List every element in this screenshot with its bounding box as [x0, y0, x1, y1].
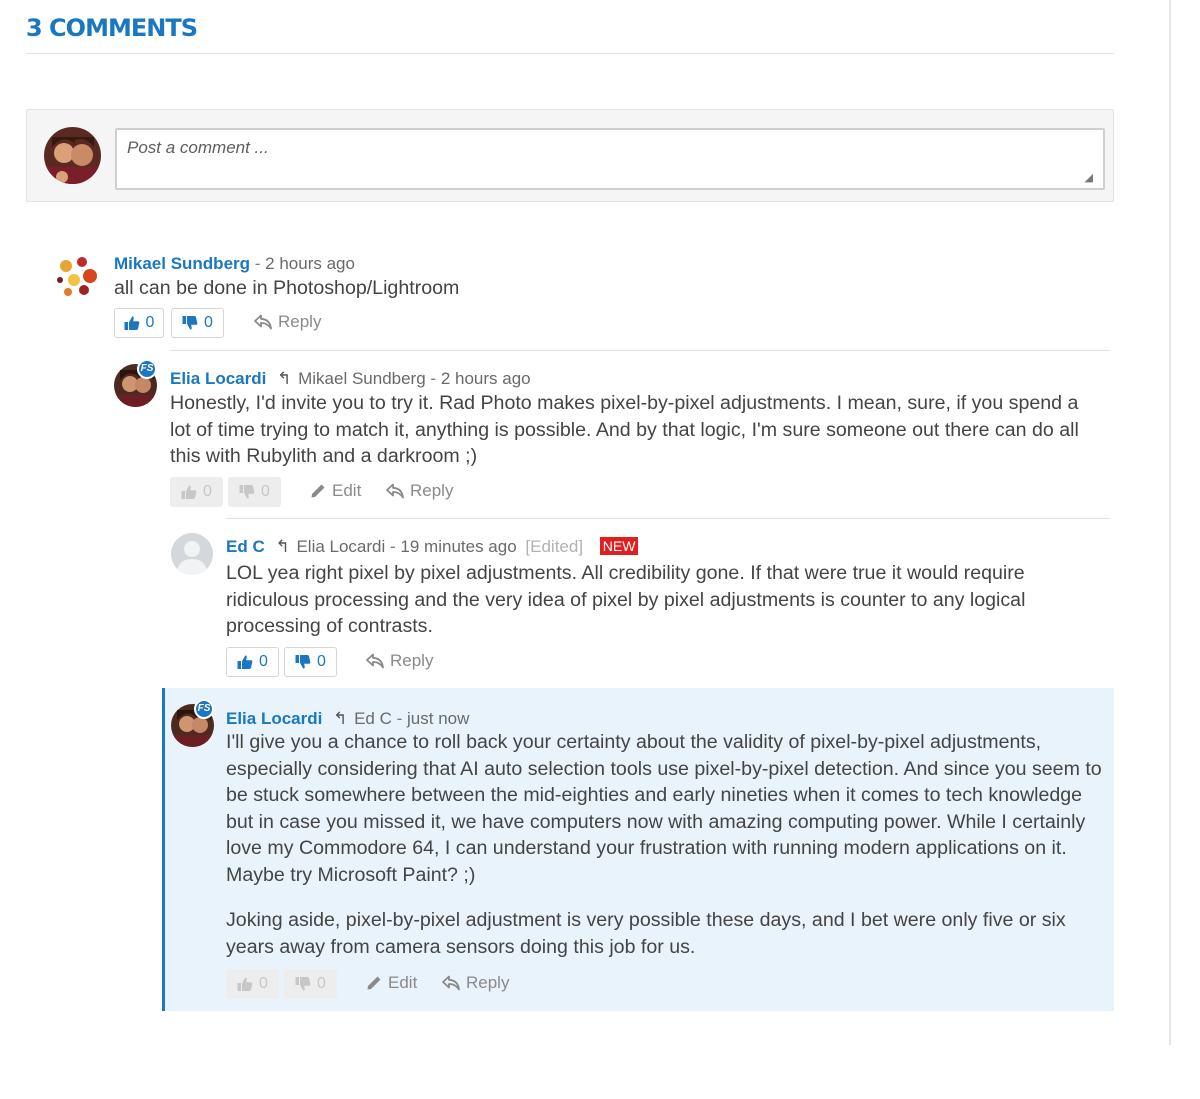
thumbs-up-icon — [181, 484, 197, 500]
comment-text: LOL yea right pixel by pixel adjustments. All credibility gone. If that were true it would require ridiculous processing and the very idea of pixel by pixel adjustments is counter to any logical processing of contrasts. — [226, 562, 1026, 637]
reply-button[interactable] — [386, 481, 453, 501]
reply-to-author[interactable]: Elia Locardi — [296, 537, 386, 556]
like-count: 0 — [259, 653, 268, 670]
reply-button[interactable] — [254, 312, 321, 332]
reply-arrow-icon — [254, 314, 272, 330]
reply-label: Reply — [278, 312, 322, 331]
edited-label: [Edited] — [525, 537, 584, 556]
comment-meta — [226, 709, 469, 729]
meta-separator: - — [430, 369, 437, 388]
fs-badge-icon: FS — [194, 699, 214, 719]
reply-label: Reply — [390, 651, 434, 670]
comment-actions — [114, 308, 1104, 342]
current-user-avatar — [44, 127, 101, 184]
dislike-count: 0 — [317, 653, 326, 670]
like-count: 0 — [203, 483, 212, 500]
thumbs-down-icon — [182, 315, 198, 331]
heading-divider — [26, 53, 1114, 54]
comment-body — [114, 275, 1104, 302]
comment-text: Honestly, I'd invite you to try it. Rad Photo makes pixel-by-pixel adjustments. I mean, sure, if you spend a lot of time trying to match it, anything is possible. And by that logic, I'm sure someone out there can do all this with Rubylith and a darkroom ;) — [170, 392, 1079, 467]
comment-body — [170, 390, 1104, 470]
comment-composer — [26, 109, 1114, 202]
avatar — [52, 252, 103, 303]
like-button[interactable] — [114, 308, 164, 338]
reply-to-icon: ↰ — [277, 369, 292, 388]
edit-label: Edit — [388, 973, 418, 992]
comment-actions — [226, 647, 1104, 681]
resize-handle-icon[interactable]: ◢ — [1084, 172, 1093, 184]
new-badge: NEW — [600, 537, 639, 555]
like-button[interactable] — [226, 647, 279, 677]
comment-author-link[interactable]: Elia Locardi — [226, 709, 323, 728]
meta-separator: - — [390, 537, 396, 556]
comment-author-link[interactable]: Ed C — [226, 537, 265, 556]
reply-to-icon: ↰ — [333, 709, 348, 728]
comment-actions — [170, 477, 1104, 511]
like-button[interactable] — [170, 477, 223, 507]
thumbs-down-icon — [239, 484, 255, 500]
meta-separator: - — [396, 709, 403, 728]
comment-text: all can be done in Photoshop/Lightroom — [114, 277, 460, 299]
edit-label: Edit — [332, 481, 362, 500]
comment-author-link[interactable]: Elia Locardi — [170, 369, 267, 388]
thumbs-up-icon — [237, 976, 253, 992]
comment-body — [226, 560, 1104, 640]
reply-button[interactable] — [366, 651, 433, 671]
comment-text: Joking aside, pixel-by-pixel adjustment is very possible these days, and I bet were only five or six years away from camera sensors doing this job for us. — [226, 909, 1066, 958]
dislike-button[interactable] — [284, 647, 337, 677]
dislike-button[interactable] — [284, 969, 337, 999]
comment-time: just now — [407, 709, 470, 728]
comment-meta — [170, 369, 531, 389]
comment-author-link[interactable]: Mikael Sundberg — [114, 254, 251, 273]
reply-button[interactable] — [442, 973, 509, 993]
edit-button[interactable] — [310, 481, 361, 501]
reply-to-icon: ↰ — [275, 537, 290, 556]
edit-button[interactable] — [366, 973, 417, 993]
comment-actions — [226, 969, 1104, 1003]
reply-divider — [170, 350, 1110, 351]
like-button[interactable] — [226, 969, 279, 999]
reply-label: Reply — [466, 973, 510, 992]
comment-meta — [226, 537, 638, 557]
comment-input[interactable] — [115, 128, 1105, 190]
meta-separator: - — [254, 254, 261, 273]
reply-to-author[interactable]: Ed C — [354, 709, 392, 728]
thumbs-up-icon — [237, 654, 253, 670]
pencil-icon — [310, 483, 326, 499]
comment-time: 2 hours ago — [440, 369, 531, 388]
thumbs-down-icon — [295, 976, 311, 992]
reply-to-author[interactable]: Mikael Sundberg — [298, 369, 426, 388]
comment-time: 19 minutes ago — [400, 537, 517, 556]
comments-count-heading: 3 COMMENTS — [26, 14, 197, 42]
dislike-button[interactable] — [228, 477, 281, 507]
reply-arrow-icon — [366, 653, 384, 669]
dislike-count: 0 — [261, 483, 270, 500]
pencil-icon — [366, 975, 382, 991]
reply-arrow-icon — [442, 975, 460, 991]
reply-label: Reply — [410, 481, 454, 500]
comment-text: I'll give you a chance to roll back your certainty about the validity of pixel-by-pixel adjustments, especially considering that AI auto selection tools use pixel-by-pixel detection. And since you seem to be stuck somewhere between the mid-eighties and early nineties when it comes to tech knowledge but in case you missed it, we have computers now with amazing computing power. While I certainly love my Commodore 64, I can understand your frustration with running modern applications on it. Maybe try Microsoft Paint? ;) — [226, 731, 1102, 886]
reply-arrow-icon — [386, 483, 404, 499]
comment-body — [226, 729, 1104, 960]
dislike-button[interactable] — [171, 308, 224, 338]
fs-badge-icon: FS — [137, 359, 157, 379]
like-count: 0 — [145, 314, 155, 331]
reply-divider — [226, 518, 1110, 519]
like-count: 0 — [259, 975, 268, 992]
comment-meta — [114, 254, 355, 274]
comment-time: 2 hours ago — [265, 254, 355, 273]
thumbs-up-icon — [124, 315, 140, 331]
dislike-count: 0 — [204, 314, 213, 331]
dislike-count: 0 — [317, 975, 326, 992]
avatar — [171, 533, 213, 575]
thumbs-down-icon — [295, 654, 311, 670]
page-right-border — [1169, 0, 1171, 1045]
